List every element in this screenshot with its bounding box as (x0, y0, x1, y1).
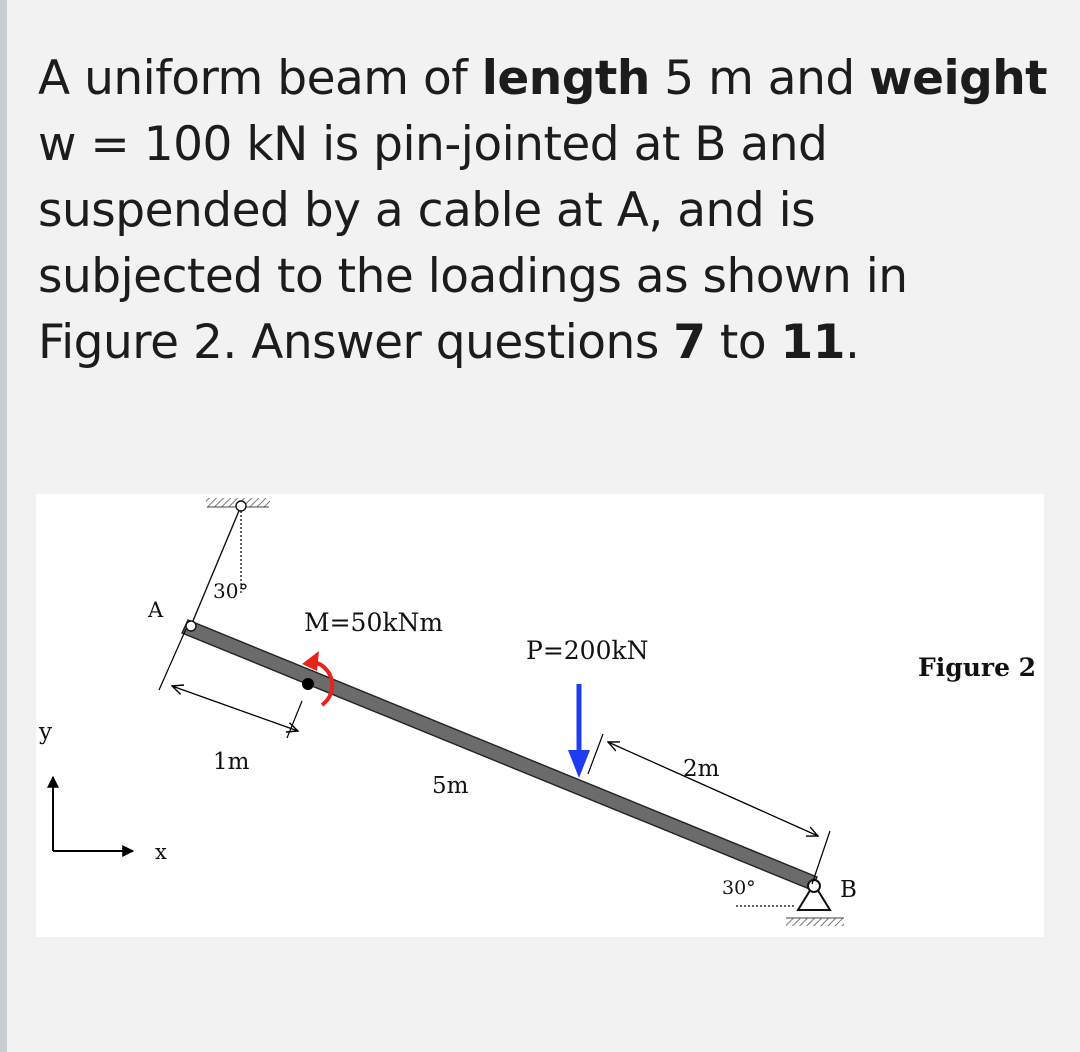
dimension-5m-label: 5m (432, 773, 469, 799)
question-text-run: . (844, 315, 860, 370)
ground-hatch (786, 918, 844, 926)
left-border (0, 0, 7, 1052)
force-label: P=200kN (526, 636, 649, 665)
question-line-4: subjected to the loadings as shown in (38, 249, 908, 304)
extension-line-moment (287, 701, 302, 738)
question-bold-weight: weight (869, 51, 1048, 106)
y-axis-label: y (39, 719, 52, 745)
question-text-run: Figure 2. Answer questions (38, 315, 674, 370)
moment-label: M=50kNm (304, 608, 444, 637)
label-a: A (148, 598, 164, 622)
question-line-3: suspended by a cable at A, and is (38, 183, 816, 238)
extension-line-b (812, 831, 830, 884)
question-text-run: A uniform beam of (38, 51, 482, 106)
extension-line-load (588, 734, 603, 774)
cable-top-pin (236, 501, 246, 511)
beam-diagram (36, 494, 1044, 937)
pin-b (808, 880, 820, 892)
question-text-run: 5 m and (649, 51, 870, 106)
figure-caption: Figure 2 (918, 653, 1037, 682)
moment-point (302, 678, 314, 690)
cable (190, 506, 241, 628)
question-text (38, 46, 1058, 376)
question-bold-11: 11 (780, 315, 845, 370)
dimension-1m-label: 1m (213, 749, 250, 775)
question-text-run: to (705, 315, 781, 370)
x-axis-label: x (155, 840, 167, 864)
question-line-1 (38, 46, 1058, 112)
figure-2-image (36, 494, 1044, 937)
dimension-2m-label: 2m (683, 756, 720, 782)
question-bold-length: length (481, 51, 650, 106)
question-line-5 (38, 310, 1058, 376)
support-angle-label: 30° (722, 877, 756, 899)
dimension-1m-arrow (172, 686, 298, 731)
force-arrow-head (568, 750, 590, 778)
question-line-2: w = 100 kN is pin-jointed at B and (38, 117, 828, 172)
extension-line-a (159, 629, 186, 690)
label-b: B (840, 877, 857, 903)
beam (182, 620, 817, 890)
question-bold-7: 7 (673, 315, 706, 370)
cable-angle-label: 30° (213, 579, 249, 603)
pin-a (186, 621, 196, 631)
